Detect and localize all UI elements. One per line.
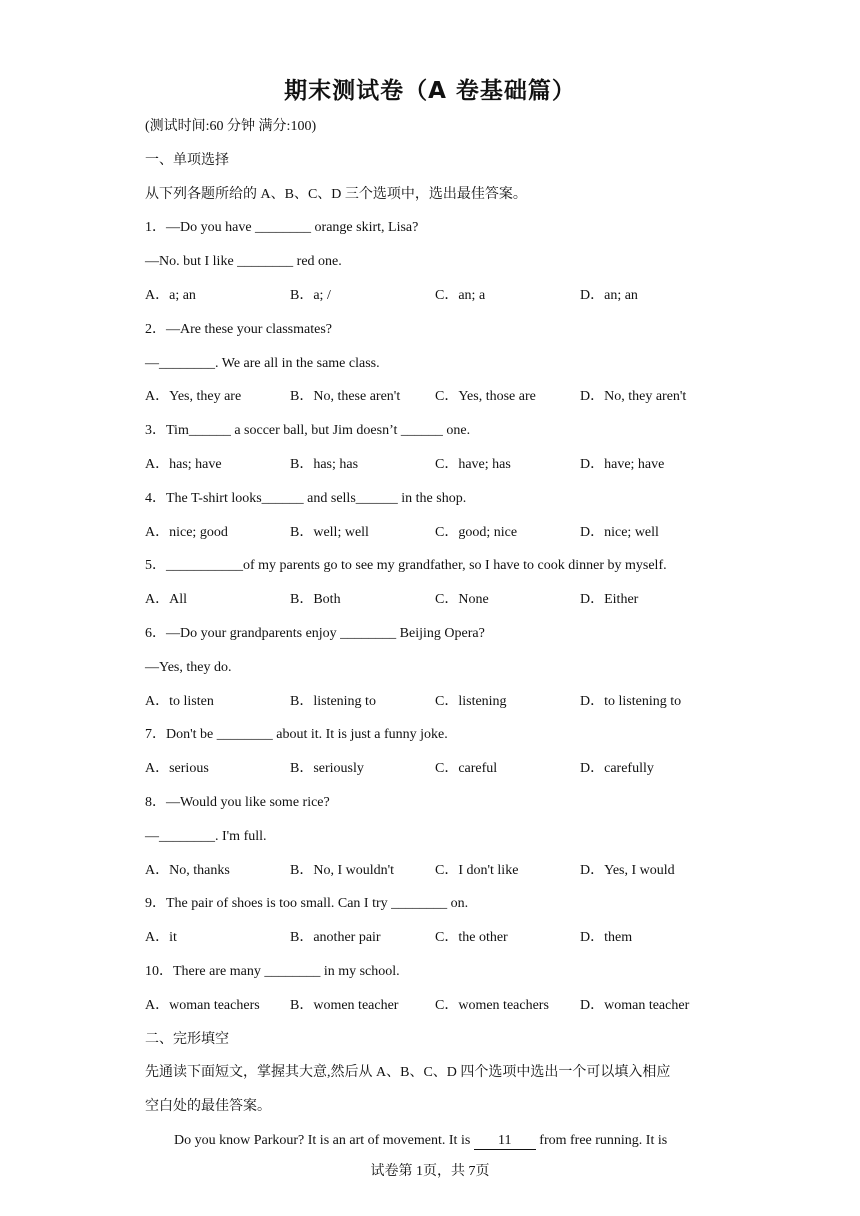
question-stem: —________. I'm full. xyxy=(145,828,267,844)
section-instruction: 从下列各题所给的 A、B、C、D 三个选项中，选出最佳答案。 xyxy=(145,186,527,202)
option-row xyxy=(145,523,725,557)
answer-option: B．No, I wouldn't xyxy=(290,862,395,878)
answer-option: A．woman teachers xyxy=(145,997,260,1013)
answer-option: C．I don't like xyxy=(435,862,519,878)
answer-option: D．No, they aren't xyxy=(580,389,687,405)
question-stem: 8．—Would you like some rice? xyxy=(145,794,330,810)
exam-content xyxy=(145,117,725,1165)
answer-option: B．well; well xyxy=(290,524,369,540)
option-row xyxy=(145,692,725,726)
question-stem: —No. but I like ________ red one. xyxy=(145,254,342,270)
answer-option: C．careful xyxy=(435,761,498,777)
question-stem: —Yes, they do. xyxy=(145,659,232,675)
passage-text: from free running. It is xyxy=(535,1132,668,1148)
answer-option: A．serious xyxy=(145,761,209,777)
question-stem: 9．The pair of shoes is too small. Can I try ________ on. xyxy=(145,896,469,912)
answer-option: A．it xyxy=(145,930,177,946)
blank-number: 11 xyxy=(474,1133,536,1150)
answer-option: D．an; an xyxy=(580,287,638,303)
answer-option: B．seriously xyxy=(290,761,364,777)
answer-option: D．nice; well xyxy=(580,524,659,540)
question-stem: 3．Tim______ a soccer ball, but Jim doesn’t ______ one. xyxy=(145,423,471,439)
answer-option: C．listening xyxy=(435,693,507,709)
answer-option: A．to listen xyxy=(145,693,214,709)
option-row xyxy=(145,387,725,421)
option-row xyxy=(145,928,725,962)
answer-option: D．woman teacher xyxy=(580,997,690,1013)
option-row xyxy=(145,590,725,624)
answer-option: A．No, thanks xyxy=(145,862,230,878)
answer-option: A．All xyxy=(145,592,187,608)
passage-text: Do you know Parkour? It is an art of movement. It is xyxy=(174,1132,474,1148)
section-heading: 二、完形填空 xyxy=(145,1031,229,1047)
section-instruction: 先通读下面短文，掌握其大意,然后从 A、B、C、D 四个选项中选出一个可以填入相应 xyxy=(145,1065,671,1081)
answer-option: B．listening to xyxy=(290,693,376,709)
page-title: 期末测试卷（A 卷基础篇） xyxy=(284,78,576,104)
answer-option: A．Yes, they are xyxy=(145,389,242,405)
question-stem: 6．—Do your grandparents enjoy ________ Beijing Opera? xyxy=(145,625,485,641)
answer-option: C．good; nice xyxy=(435,524,518,540)
option-row xyxy=(145,861,725,895)
question-stem: 1．—Do you have ________ orange skirt, Lisa? xyxy=(145,220,419,236)
question-stem: 2．—Are these your classmates? xyxy=(145,321,332,337)
answer-option: A．has; have xyxy=(145,456,222,472)
answer-option: D．Either xyxy=(580,592,639,608)
answer-option: B．women teacher xyxy=(290,997,399,1013)
answer-option: D．Yes, I would xyxy=(580,862,675,878)
answer-option: A．a; an xyxy=(145,287,196,303)
question-stem: 5．___________of my parents go to see my grandfather, so I have to cook dinner by myself. xyxy=(145,558,667,574)
option-row xyxy=(145,996,725,1030)
page-footer: 试卷第 1页，共 7页 xyxy=(370,1164,490,1179)
answer-option: D．have; have xyxy=(580,456,665,472)
option-row xyxy=(145,759,725,793)
answer-option: A．nice; good xyxy=(145,524,228,540)
section-heading: 一、单项选择 xyxy=(145,152,229,168)
exam-meta: (测试时间:60 分钟 满分:100) xyxy=(145,119,317,134)
question-stem: 7．Don't be ________ about it. It is just a funny joke. xyxy=(145,727,448,743)
answer-option: B．No, these aren't xyxy=(290,389,401,405)
question-stem: 10．There are many ________ in my school. xyxy=(145,963,400,979)
answer-option: C．have; has xyxy=(435,456,511,472)
answer-option: C．None xyxy=(435,592,489,608)
question-stem: —________. We are all in the same class. xyxy=(145,355,380,371)
answer-option: D．them xyxy=(580,930,633,946)
answer-option: B．another pair xyxy=(290,930,381,946)
question-list xyxy=(145,218,725,1029)
answer-option: C．the other xyxy=(435,930,508,946)
answer-option: C．women teachers xyxy=(435,997,549,1013)
answer-option: B．a; / xyxy=(290,287,331,303)
answer-option: C．Yes, those are xyxy=(435,389,536,405)
option-row xyxy=(145,286,725,320)
answer-option: D．carefully xyxy=(580,761,654,777)
section-instruction: 空白处的最佳答案。 xyxy=(145,1099,271,1115)
answer-option: C．an; a xyxy=(435,287,486,303)
answer-option: D．to listening to xyxy=(580,693,682,709)
option-row xyxy=(145,455,725,489)
answer-option: B．Both xyxy=(290,592,341,608)
answer-option: B．has; has xyxy=(290,456,359,472)
question-stem: 4．The T-shirt looks______ and sells______ in the shop. xyxy=(145,490,467,506)
